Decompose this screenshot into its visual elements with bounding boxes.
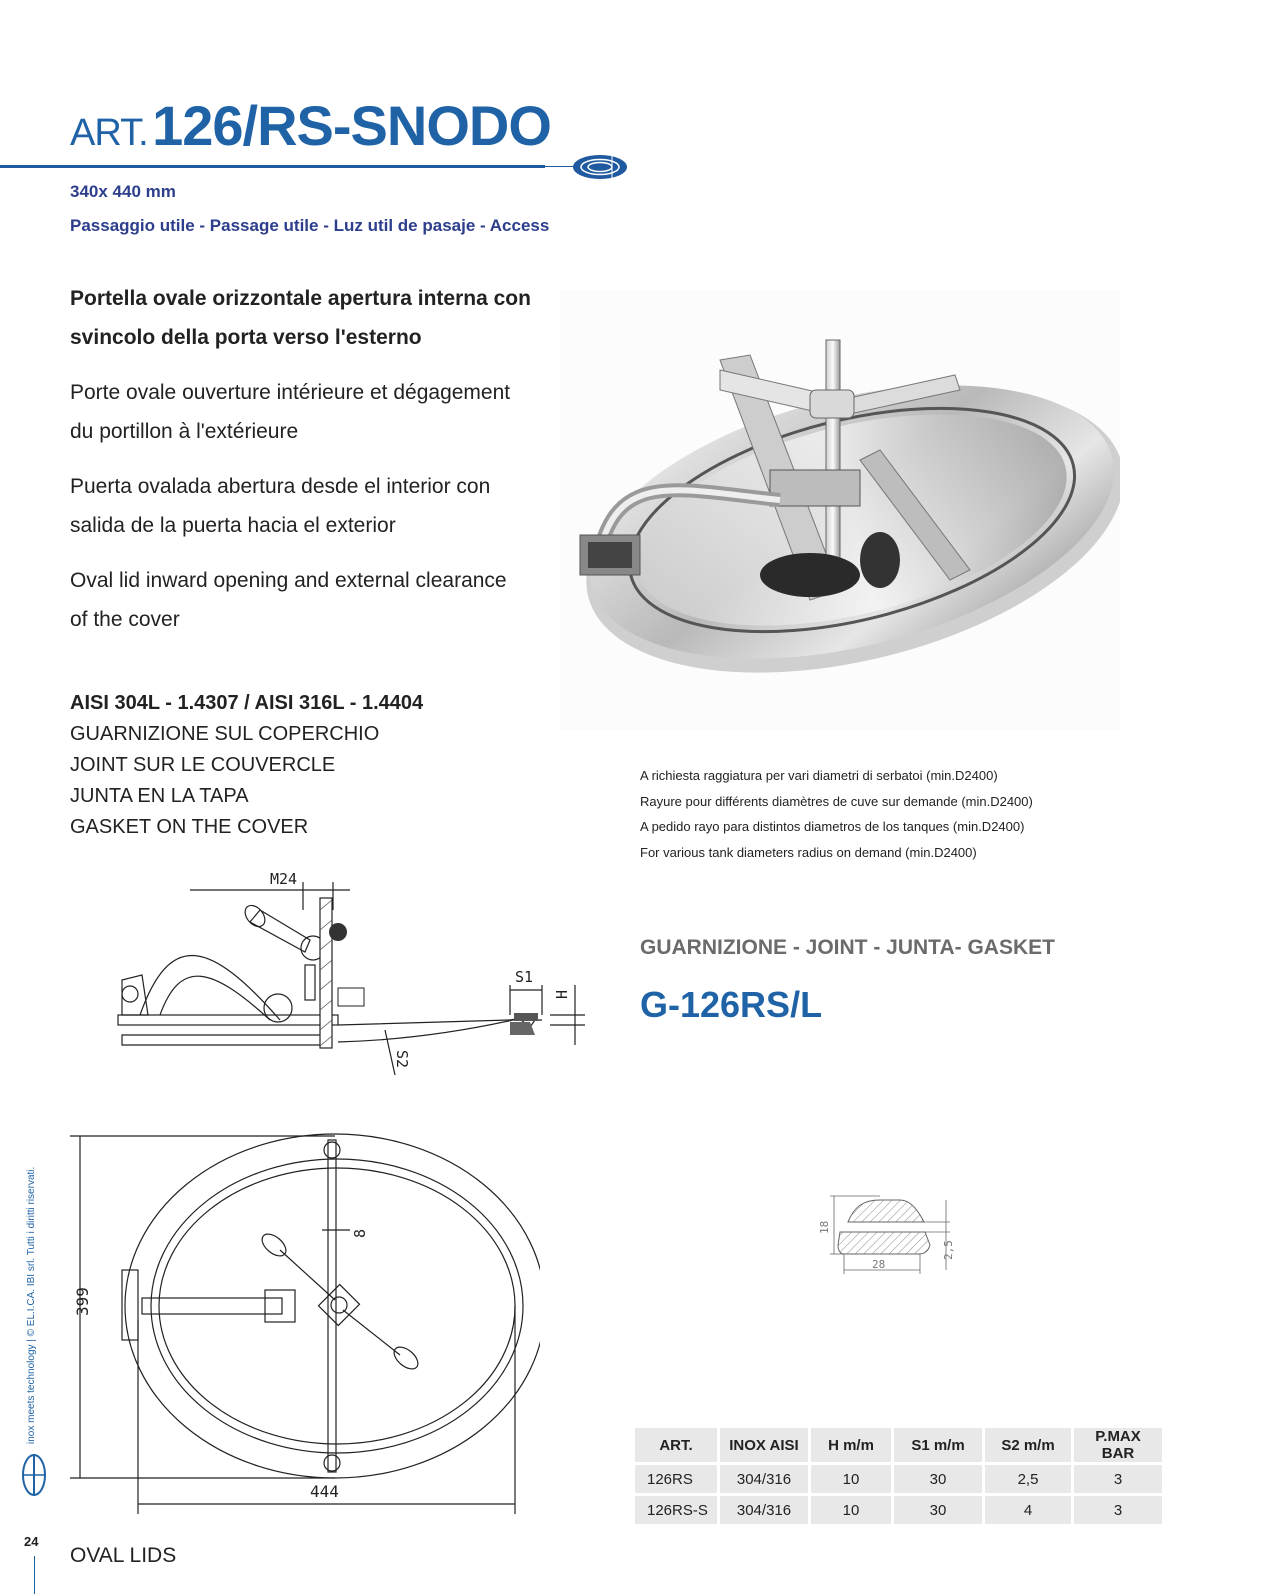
gasket-location: GUARNIZIONE SUL COPERCHIO [70, 723, 380, 745]
page-number: 24 [24, 1534, 39, 1549]
cell: 10 [811, 1465, 891, 1493]
copyright-note [26, 1104, 40, 1444]
dim-s2: S2 [393, 1050, 411, 1069]
gasket-location: JOINT SUR LE COUVERCLE [70, 754, 336, 776]
gasket-dim-width: 28 [872, 1258, 886, 1271]
oval-lid-icon [572, 154, 628, 180]
table-header-row [635, 1428, 1162, 1462]
gasket-label: GUARNIZIONE - JOINT - JUNTA- GASKET [640, 936, 1055, 959]
title-code: 126/RS-SNODO [152, 94, 551, 157]
gasket-code: G-126RS/L [640, 984, 823, 1025]
radius-note: A richiesta raggiatura per vari diametri di serbatoi (min.D2400) [640, 768, 998, 783]
material-steel: AISI 304L - 1.4307 / AISI 316L - 1.4404 [70, 692, 424, 714]
cell: 3 [1074, 1465, 1162, 1493]
cell: 304/316 [720, 1465, 808, 1493]
gasket-location: JUNTA EN LA TAPA [70, 785, 249, 807]
side-view-drawing [110, 870, 600, 1090]
description-line: Portella ovale orizzontale apertura interna con [70, 287, 531, 310]
description-line: Oval lid inward opening and external clearance [70, 569, 507, 592]
table-row [635, 1496, 1162, 1524]
dim-width: 444 [310, 1482, 339, 1501]
cell: 3 [1074, 1496, 1162, 1524]
title-prefix: ART. [70, 112, 148, 154]
dim-height: 399 [73, 1287, 92, 1316]
dim-bar: 8 [351, 1228, 369, 1238]
description-line: Puerta ovalada abertura desde el interior con [70, 475, 491, 498]
elica-logo [20, 1452, 48, 1498]
title-rule [0, 165, 545, 168]
page-line [34, 1556, 35, 1594]
table-row [635, 1465, 1162, 1493]
description-line: Porte ovale ouverture intérieure et dégagement [70, 381, 511, 404]
dim-h: H [553, 989, 571, 999]
cell: 30 [894, 1465, 982, 1493]
col-header: S1 m/m [894, 1428, 982, 1462]
description-line: of the cover [70, 608, 180, 631]
cell: 304/316 [720, 1496, 808, 1524]
product-photo [560, 290, 1120, 730]
cell: 126RS [635, 1465, 717, 1493]
gasket-location: GASKET ON THE COVER [70, 816, 309, 838]
col-header: P.MAX BAR [1074, 1428, 1162, 1462]
description-es [70, 467, 560, 545]
top-view-drawing [70, 1130, 540, 1530]
col-header: ART. [635, 1428, 717, 1462]
dim-m24: M24 [270, 870, 298, 888]
gasket-dim-height: 18 [818, 1220, 831, 1234]
radius-note: A pedido rayo para distintos diametros de los tanques (min.D2400) [640, 819, 1025, 834]
description-line: salida de la puerta hacia el exterior [70, 514, 396, 537]
cell: 4 [985, 1496, 1071, 1524]
cell: 10 [811, 1496, 891, 1524]
description-en [70, 561, 560, 639]
section-name: OVAL LIDS [70, 1544, 177, 1567]
radius-note: For various tank diameters radius on demand (min.D2400) [640, 845, 977, 860]
col-header: H m/m [811, 1428, 891, 1462]
cell: 126RS-S [635, 1496, 717, 1524]
col-header: INOX AISI [720, 1428, 808, 1462]
col-header: S2 m/m [985, 1428, 1071, 1462]
cell: 2,5 [985, 1465, 1071, 1493]
description-line: du portillon à l'extérieure [70, 420, 299, 443]
description-fr [70, 373, 560, 451]
passage-size: 340x 440 mm [70, 182, 176, 201]
description-it [70, 279, 560, 357]
cell: 30 [894, 1496, 982, 1524]
gasket-dim-slot: 2,5 [942, 1240, 955, 1260]
copyright-text: inox meets technology | © EL.I.CA. IBI srl. Tutti i diritti riservati. [26, 1166, 37, 1444]
page-title [70, 96, 551, 171]
gasket-profile-drawing [800, 1190, 970, 1290]
radius-note: Rayure pour différents diamètres de cuve sur demande (min.D2400) [640, 794, 1033, 809]
description-line: svincolo della porta verso l'esterno [70, 326, 422, 349]
passage-label: Passaggio utile - Passage utile - Luz util de pasaje - Access [70, 216, 550, 235]
dim-s1: S1 [515, 968, 534, 986]
spec-table [632, 1425, 1165, 1527]
title-rule-thin [545, 166, 573, 167]
